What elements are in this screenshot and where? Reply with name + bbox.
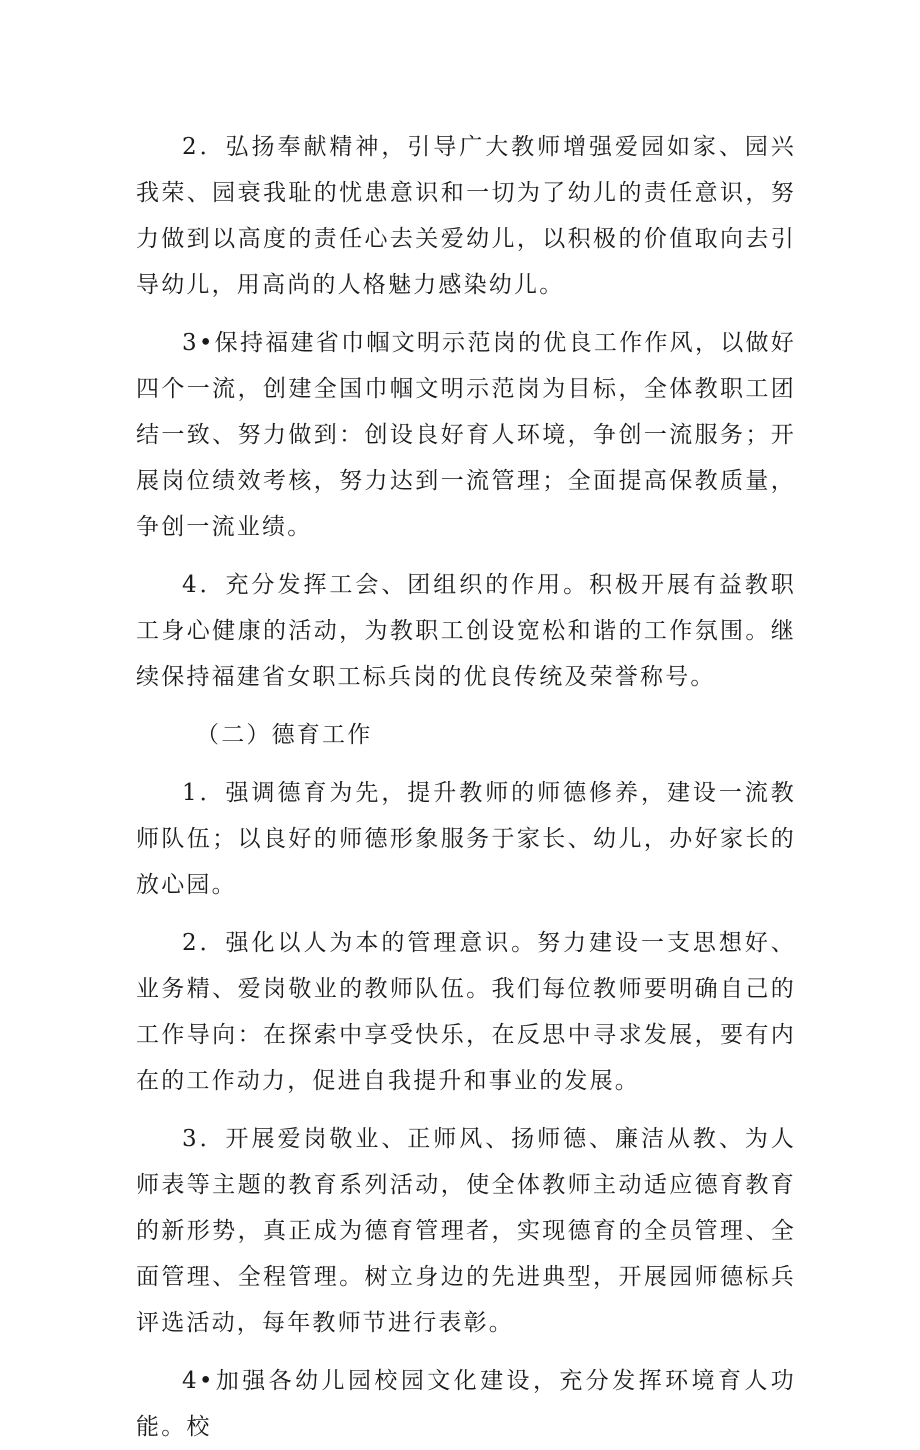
section-heading-moral-education: （二）德育工作	[196, 722, 373, 748]
paragraph-moral-1: 1．强调德育为先，提升教师的师德修养，建设一流教师队伍；以良好的师德形象服务于家长、幼儿，办好家长的放心园。	[136, 780, 796, 898]
document-body	[136, 124, 796, 1450]
paragraph-3-model-post: 3•保持福建省巾帼文明示范岗的优良工作作风，以做好四个一流，创建全国巾帼文明示范岗为目标，全体教职工团结一致、努力做到：创设良好育人环境，争创一流服务；开展岗位绩效考核，努力达到一流管理；全面提高保教质量，争创一流业绩。	[136, 330, 796, 540]
paragraph-2-dedication: 2．弘扬奉献精神，引导广大教师增强爱园如家、园兴我荣、园衰我耻的忧患意识和一切为了幼儿的责任意识，努力做到以高度的责任心去关爱幼儿，以积极的价值取向去引导幼儿，用高尚的人格魅力感染幼儿。	[136, 134, 796, 298]
paragraph-4-union: 4．充分发挥工会、团组织的作用。积极开展有益教职工身心健康的活动，为教职工创设宽松和谐的工作氛围。继续保持福建省女职工标兵岗的优良传统及荣誉称号。	[136, 572, 796, 690]
paragraph-moral-4: 4•加强各幼儿园校园文化建设，充分发挥环境育人功能。校	[136, 1368, 796, 1440]
paragraph-moral-3: 3．开展爱岗敬业、正师风、扬师德、廉洁从教、为人师表等主题的教育系列活动，使全体教师主动适应德育教育的新形势，真正成为德育管理者，实现德育的全员管理、全面管理、全程管理。树立身边的先进典型，开展园师德标兵评选活动，每年教师节进行表彰。	[136, 1126, 796, 1336]
paragraph-moral-2: 2．强化以人为本的管理意识。努力建设一支思想好、业务精、爱岗敬业的教师队伍。我们每位教师要明确自己的工作导向：在探索中享受快乐，在反思中寻求发展，要有内在的工作动力，促进自我提升和事业的发展。	[136, 930, 796, 1094]
